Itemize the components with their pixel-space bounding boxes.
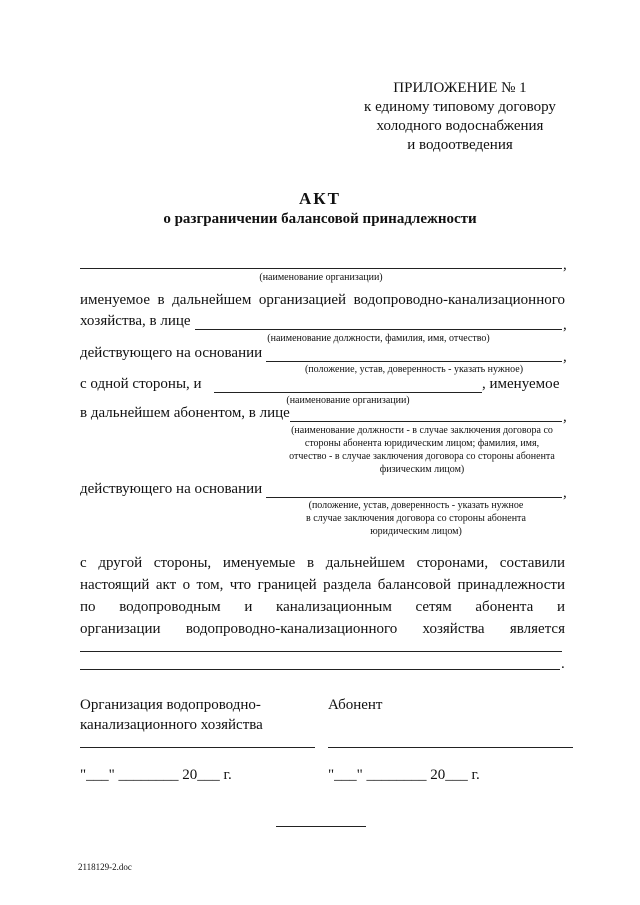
org-signature-line[interactable] bbox=[80, 747, 315, 748]
comma: , bbox=[563, 257, 567, 273]
appendix-ref-line3: холодного водоснабжения bbox=[376, 118, 544, 134]
paragraph-line1: с другой стороны, именуемые в дальнейшем сторонами, составили bbox=[80, 555, 565, 571]
subscriber-org-line[interactable] bbox=[214, 392, 482, 393]
closing-separator bbox=[276, 826, 366, 827]
comma: , bbox=[563, 349, 567, 365]
caption-line: юридическим лицом) bbox=[370, 526, 462, 537]
subscriber-date[interactable]: "___" ________ 20___ г. bbox=[328, 767, 480, 783]
comma: , bbox=[563, 409, 567, 425]
org-signature-label-2: канализационного хозяйства bbox=[80, 717, 263, 733]
appendix-header bbox=[360, 79, 560, 155]
org-date[interactable]: "___" ________ 20___ г. bbox=[80, 767, 232, 783]
period: . bbox=[561, 656, 565, 672]
acting-basis-label-2: действующего на основании bbox=[80, 481, 263, 497]
footer-filename: 2118129-2.doc bbox=[78, 862, 132, 872]
paragraph-line2: настоящий акт о том, что границей раздела балансовой принадлежности bbox=[80, 577, 565, 593]
caption-line: в случае заключения договора со стороны абонента bbox=[306, 513, 526, 524]
named-after-label: , именуемое bbox=[482, 376, 560, 392]
document-title: АКТ bbox=[299, 189, 341, 208]
caption-line: (наименование должности - в случае заключения договора со bbox=[291, 425, 553, 436]
caption-line: отчество - в случае заключения договора со стороны абонента bbox=[289, 451, 555, 462]
caption-position-fio: (наименование должности, фамилия, имя, отчество) bbox=[267, 333, 490, 344]
boundary-line-1[interactable] bbox=[80, 651, 562, 652]
caption-line: физическим лицом) bbox=[379, 464, 465, 475]
appendix-ref-line2: к единому типовому договору bbox=[364, 99, 556, 115]
basis-line-1[interactable] bbox=[266, 361, 562, 362]
caption-subscriber-person bbox=[272, 424, 572, 476]
appendix-number: ПРИЛОЖЕНИЕ № 1 bbox=[393, 80, 527, 96]
org-name-line[interactable] bbox=[80, 268, 562, 269]
caption-org-name: (наименование организации) bbox=[259, 272, 383, 283]
paragraph-line4: организации водопроводно-канализационного хозяйства является bbox=[80, 621, 565, 637]
subscriber-signature-line[interactable] bbox=[328, 747, 573, 748]
caption-basis-1: (положение, устав, доверенность - указать нужное) bbox=[304, 364, 524, 375]
one-side-label: с одной стороны, и bbox=[80, 376, 202, 392]
paragraph-line3: по водопроводным и канализационным сетям абонента и bbox=[80, 599, 565, 615]
person-fio-line[interactable] bbox=[195, 329, 562, 330]
subscriber-signature-label: Абонент bbox=[328, 697, 383, 713]
org-signature-label-1: Организация водопроводно- bbox=[80, 697, 261, 713]
acting-basis-label: действующего на основании bbox=[80, 345, 263, 361]
document-subtitle: о разграничении балансовой принадлежности bbox=[163, 211, 477, 227]
named-text-line2: хозяйства, в лице bbox=[80, 313, 191, 329]
caption-line: стороны абонента юридическим лицом; фамилия, имя, bbox=[304, 438, 540, 449]
comma: , bbox=[563, 485, 567, 501]
boundary-line-2[interactable] bbox=[80, 669, 560, 670]
caption-line: (положение, устав, доверенность - указать нужное bbox=[308, 500, 524, 511]
appendix-ref-line4: и водоотведения bbox=[407, 137, 513, 153]
caption-org-name-2: (наименование организации) bbox=[286, 395, 410, 406]
caption-basis-2 bbox=[266, 499, 566, 538]
subscriber-person-label: в дальнейшем абонентом, в лице bbox=[80, 405, 290, 421]
basis-line-2[interactable] bbox=[266, 497, 562, 498]
comma: , bbox=[563, 317, 567, 333]
subscriber-person-line[interactable] bbox=[290, 421, 562, 422]
named-text-line1: именуемое в дальнейшем организацией водопроводно-канализационного bbox=[80, 292, 565, 308]
